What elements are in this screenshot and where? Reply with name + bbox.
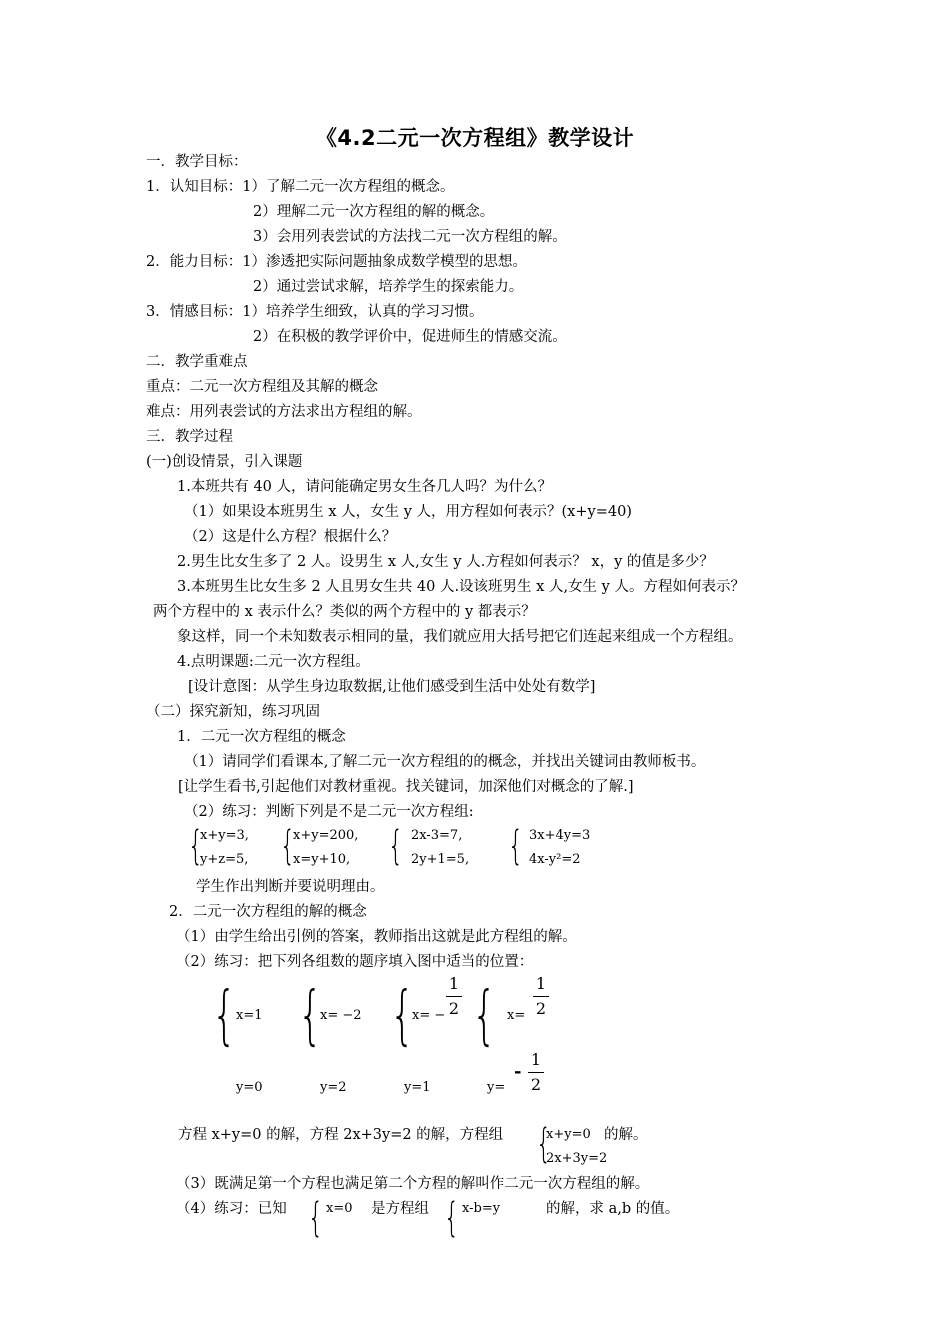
question-4: 4.点明课题:二元一次方程组。 xyxy=(177,654,370,670)
pair-4-x: x= xyxy=(507,1008,526,1023)
question-1a: （1）如果设本班男生 x 人，女生 y 人，用方程如何表示？(x+y=40) xyxy=(184,504,632,520)
fill-in-statement: 方程 x+y=0 的解，方程 2x+3y=2 的解，方程组 xyxy=(178,1127,504,1143)
exercise-4-end: 的解，求 a,b 的值。 xyxy=(546,1201,680,1217)
pair-1-y: y=0 xyxy=(236,1080,263,1095)
solution-exercise: （2）练习：把下列各组数的题序填入图中适当的位置： xyxy=(176,954,534,970)
left-brace-icon: { xyxy=(308,1195,324,1241)
exercise-4-start: （4）练习：已知 xyxy=(176,1201,287,1217)
goal-emotion: 3．情感目标：1）培养学生细致，认真的学习习惯。 xyxy=(146,304,484,320)
goal-ability: 2．能力目标：1）渗透把实际问题抽象成数学模型的思想。 xyxy=(146,254,527,270)
section-keypoints: 二．教学重难点 xyxy=(146,354,248,370)
solution-heading: 2．二元一次方程组的解的概念 xyxy=(169,904,367,920)
goal-ability-2: 2）通过尝试求解，培养学生的探索能力。 xyxy=(253,279,524,295)
question-2: 2.男生比女生多了 2 人。设男生 x 人,女生 y 人.方程如何表示？ x，y 的值是多少？ xyxy=(177,554,714,570)
part-one-heading: (一)创设情景，引入课题 xyxy=(146,454,303,470)
concept-heading: 1．二元一次方程组的概念 xyxy=(177,729,346,745)
question-3c: 象这样，同一个未知数表示相同的量，我们就应用大括号把它们连起来组成一个方程组。 xyxy=(177,629,743,645)
solution-1: （1）由学生给出引例的答案，教师指出这就是此方程组的解。 xyxy=(176,929,577,945)
section-process: 三．教学过程 xyxy=(146,429,233,445)
negative-sign: - xyxy=(514,1061,522,1082)
section-goals: 一．教学目标： xyxy=(146,154,248,170)
left-brace-icon: { xyxy=(472,979,497,1053)
goal-emotion-2: 2）在积极的教学评价中，促进师生的情感交流。 xyxy=(253,329,567,345)
pair-4-y: y= xyxy=(487,1080,506,1095)
question-1b: （2）这是什么方程？根据什么？ xyxy=(184,529,397,545)
fill-system-top: x+y=0 xyxy=(546,1127,591,1142)
given-system: x-b=y xyxy=(462,1201,501,1216)
key-point: 重点：二元一次方程组及其解的概念 xyxy=(146,379,378,395)
design-intent: [设计意图：从学生身边取数据,让他们感受到生活中处处有数学] xyxy=(188,679,596,695)
fill-in-end: 的解。 xyxy=(604,1127,648,1143)
fraction-half: 1 2 xyxy=(446,974,462,1018)
pair-3-y: y=1 xyxy=(404,1080,431,1095)
concept-exercise: （2）练习：判断下列是不是二元一次方程组: xyxy=(184,804,474,820)
solution-definition: （3）既满足第一个方程也满足第二个方程的解叫作二元一次方程组的解。 xyxy=(176,1176,650,1192)
page-title: 《4.2二元一次方程组》教学设计 xyxy=(315,126,635,150)
known-solution: x=0 xyxy=(326,1201,353,1216)
concept-note: [让学生看书,引起他们对教材重视。找关键词，加深他们对概念的了解.] xyxy=(178,779,634,795)
left-brace-icon: { xyxy=(212,979,237,1053)
fraction-half: 1 2 xyxy=(533,974,549,1018)
concept-reason: 学生作出判断并要说明理由。 xyxy=(196,879,385,895)
left-brace-icon: { xyxy=(280,823,296,869)
left-brace-icon: { xyxy=(298,979,323,1053)
fraction-half: 1 2 xyxy=(528,1050,544,1094)
question-1: 1.本班共有 40 人，请问能确定男女生各几人吗？为什么？ xyxy=(177,479,553,495)
question-3: 3.本班男生比女生多 2 人且男女生共 40 人.设该班男生 x 人,女生 y 人。方程如何表示？ xyxy=(177,579,745,595)
exercise-4-mid: 是方程组 xyxy=(371,1201,429,1217)
left-brace-icon: { xyxy=(508,823,524,869)
pair-1-x: x=1 xyxy=(236,1008,263,1023)
left-brace-icon: { xyxy=(188,823,204,869)
goal-cognitive-3: 3）会用列表尝试的方法找二元一次方程组的解。 xyxy=(253,229,567,245)
fill-system-bottom: 2x+3y=2 xyxy=(546,1151,608,1166)
pair-2-y: y=2 xyxy=(320,1080,347,1095)
left-brace-icon: { xyxy=(388,823,404,869)
pair-3-x: x= − xyxy=(412,1008,446,1023)
pair-2-x: x= −2 xyxy=(320,1008,362,1023)
left-brace-icon: { xyxy=(444,1195,460,1241)
left-brace-icon: { xyxy=(390,979,415,1053)
concept-1: （1）请同学们看课本,了解二元一次方程组的的概念，并找出关键词由教师板书。 xyxy=(184,754,706,770)
difficult-point: 难点：用列表尝试的方法求出方程组的解。 xyxy=(146,404,422,420)
left-brace-icon: { xyxy=(536,1121,552,1167)
goal-cognitive: 1．认知目标：1）了解二元一次方程组的概念。 xyxy=(146,179,455,195)
question-3b: 两个方程中的 x 表示什么？类似的两个方程中的 y 都表示？ xyxy=(153,604,536,620)
goal-cognitive-2: 2）理解二元一次方程组的解的概念。 xyxy=(253,204,495,220)
part-two-heading: （二）探究新知，练习巩固 xyxy=(146,704,320,720)
